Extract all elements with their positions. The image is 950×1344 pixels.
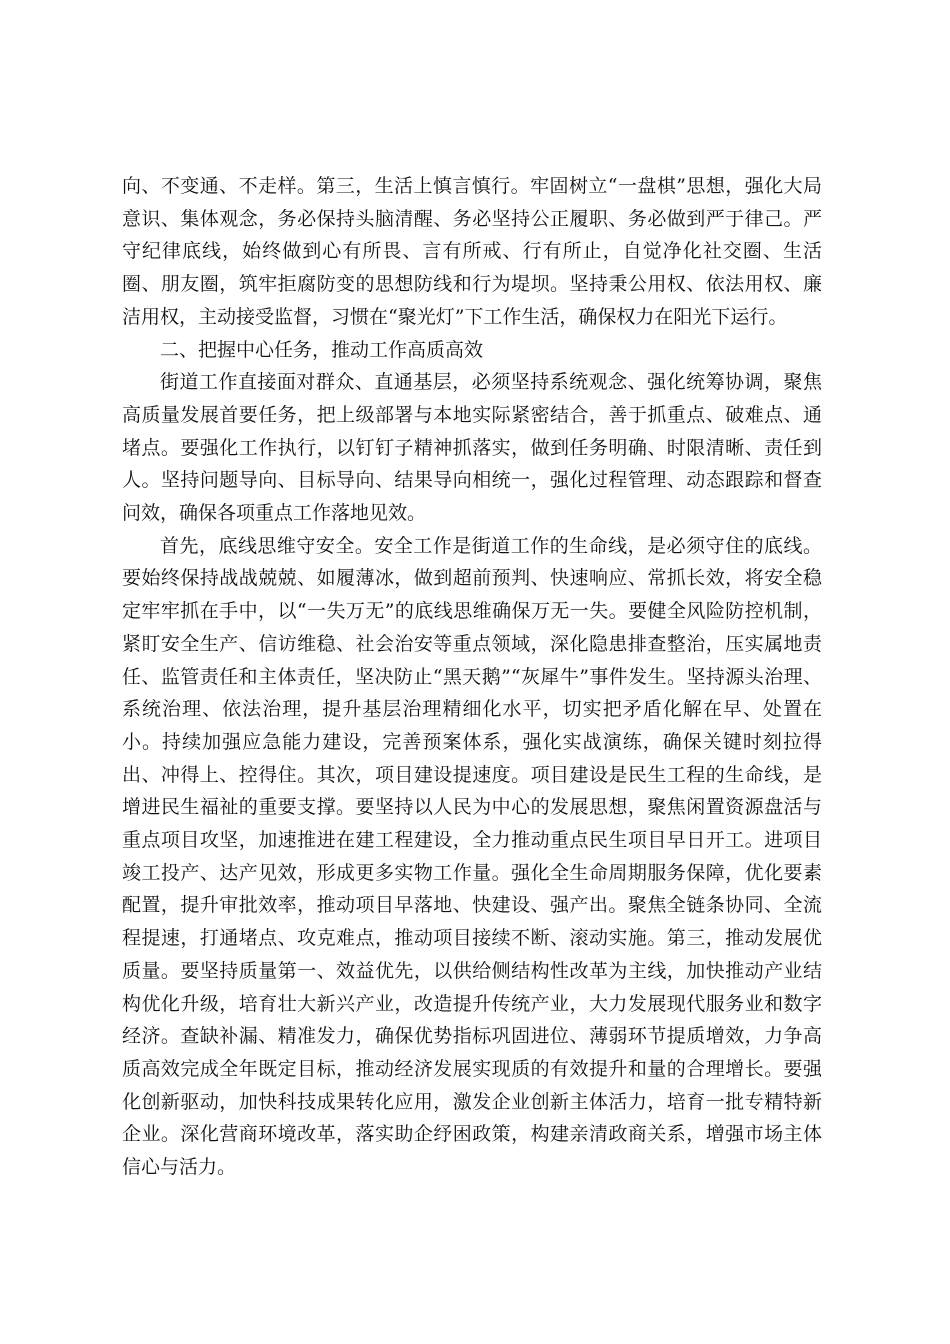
- paragraph: 街道工作直接面对群众、直通基层，必须坚持系统观念、强化统筹协调，聚焦高质量发展首要任务，把上级部署与本地实际紧密结合，善于抓重点、破难点、通堵点。要强化工作执行，以钉钉子精神抓落实，做到任务明确、时限清晰、责任到人。坚持问题导向、目标导向、结果导向相统一，强化过程管理、动态跟踪和督查问效，确保各项重点工作落地见效。: [122, 371, 822, 525]
- document-body: [122, 170, 822, 1184]
- section-heading: 二、把握中心任务，推动工作高质高效: [160, 338, 484, 361]
- paragraph: 首先，底线思维守安全。安全工作是街道工作的生命线，是必须守住的底线。要始终保持战战兢兢、如履薄冰，做到超前预判、快速响应、常抓长效，将安全稳定牢牢抓在手中，以“一失万无”的底线思维确保万无一失。要健全风险防控机制，紧盯安全生产、信访维稳、社会治安等重点领域，深化隐患排查整治，压实属地责任、监管责任和主体责任，坚决防止“黑天鹅”“灰犀牛”事件发生。坚持源头治理、系统治理、依法治理，提升基层治理精细化水平，切实把矛盾化解在早、处置在小。持续加强应急能力建设，完善预案体系，强化实战演练，确保关键时刻拉得出、冲得上、控得住。其次，项目建设提速度。项目建设是民生工程的生命线，是增进民生福祉的重要支撑。要坚持以人民为中心的发展思想，聚焦闲置资源盘活与重点项目攻坚，加速推进在建工程建设，全力推动重点民生项目早日开工。进项目竣工投产、达产见效，形成更多实物工作量。强化全生命周期服务保障，优化要素配置，提升审批效率，推动项目早落地、快建设、强产出。聚焦全链条协同、全流程提速，打通堵点、攻克难点，推动项目接续不断、滚动实施。第三，推动发展优质量。要坚持质量第一、效益优先，以供给侧结构性改革为主线，加快推动产业结构优化升级，培育壮大新兴产业，改造提升传统产业，大力发展现代服务业和数字经济。查缺补漏、精准发力，确保优势指标巩固进位、薄弱环节提质增效，力争高质高效完成全年既定目标，推动经济发展实现质的有效提升和量的合理增长。要强化创新驱动，加快科技成果转化应用，激发企业创新主体活力，培育一批专精特新企业。深化营商环境改革，落实助企纾困政策，构建亲清政商关系，增强市场主体信心与活力。: [122, 534, 822, 1179]
- paragraph-continuation: 向、不变通、不走样。第三，生活上慎言慎行。牢固树立“一盘棋”思想，强化大局意识、集体观念，务必保持头脑清醒、务必坚持公正履职、务必做到严于律己。严守纪律底线，始终做到心有所畏、言有所戒、行有所止，自觉净化社交圈、生活圈、朋友圈，筑牢拒腐防变的思想防线和行为堤坝。坚持秉公用权、依法用权、廉洁用权，主动接受监督，习惯在“聚光灯”下工作生活，确保权力在阳光下运行。: [122, 175, 822, 328]
